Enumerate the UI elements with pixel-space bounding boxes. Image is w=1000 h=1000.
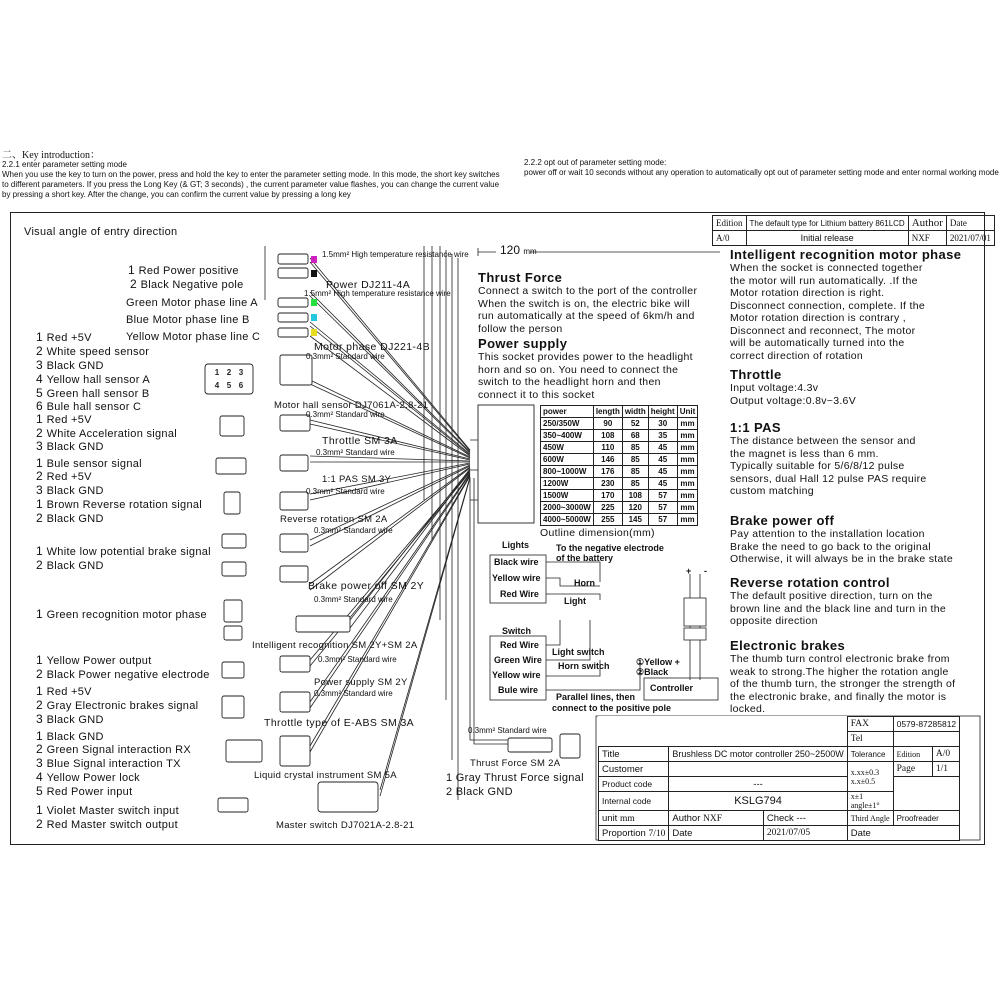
product-code-val: --- (669, 777, 847, 792)
conn-lcd: Liquid crystal instrument SM 5A (254, 770, 397, 781)
rev-date-val: 2021/07/01 (946, 231, 994, 246)
lights-wire-red: Red Wire (500, 589, 539, 599)
section-line: correct direction of rotation (730, 349, 864, 362)
pin-label: 1 Yellow Power output (36, 653, 152, 667)
section-title: Power supply (478, 336, 568, 351)
tolerance-values-2: x±1 angle±1° (847, 792, 893, 811)
size-cell: 120 (622, 502, 648, 514)
lights-title: Lights (502, 540, 529, 550)
pin-label: 5 Red Power input (36, 784, 133, 798)
pin-label: 3 Black GND (36, 439, 104, 453)
section-line: The default positive direction, turn on the (730, 590, 933, 602)
size-cell: 57 (648, 502, 677, 514)
size-cell: 85 (622, 466, 648, 478)
pin-label: 3 Blue Signal interaction TX (36, 756, 181, 770)
fax-val: 0579-87285812 (893, 717, 960, 732)
size-cell: 176 (593, 466, 622, 478)
section-title: 1:1 PAS (730, 420, 781, 435)
rev-author-label: Author (908, 216, 946, 231)
hall-pin-6: 6 (238, 381, 244, 390)
enter-mode-line-1: When you use the key to turn on the power, press and hold the key to enter the parameter setting mode. In this mode, the short key switches (2, 170, 500, 179)
table-row (541, 466, 698, 478)
rev-date-label: Date (946, 216, 994, 231)
conn-power: Power DJ211-4A (326, 279, 411, 291)
size-header: width (622, 406, 648, 418)
conn-pas: 1:1 PAS SM 3Y (322, 474, 392, 485)
section-line: brown line and the black line and turn in the (730, 602, 947, 615)
pin-label: 5 Green hall sensor B (36, 386, 150, 400)
size-header: Unit (677, 406, 698, 418)
table-row (541, 418, 698, 430)
section-title: Reverse rotation control (730, 575, 890, 590)
wire-spec-1: 1.5mm² High temperature resistance wire (322, 250, 469, 259)
switch-wire-red: Red Wire (500, 640, 539, 650)
conn-eabs: Throttle type of E-ABS SM 3A (264, 717, 415, 729)
exit-mode-title: 2.2.2 opt out of parameter setting mode: (524, 158, 667, 167)
section-line: the electronic brake, and finally the motor is (730, 690, 947, 703)
visual-angle-label: Visual angle of entry direction (24, 226, 178, 238)
plus-sign: + (686, 566, 692, 576)
rev-edition-label: Edition (713, 216, 747, 231)
pin-label: 6 Bule hall sensor C (36, 399, 142, 413)
section-title: Intelligent recognition motor phase (730, 247, 962, 262)
table-row (541, 454, 698, 466)
size-cell: 250/350W (541, 418, 594, 430)
yellow-pin-label: ①Yellow + (636, 657, 680, 667)
pin-label: Blue Motor phase line B (126, 314, 250, 326)
pin-label: 1 Brown Reverse rotation signal (36, 497, 203, 511)
pin-label: 1 Green recognition motor phase (36, 607, 207, 621)
pin-label: 1 Red Power positive (128, 263, 239, 277)
switch-title: Switch (502, 626, 532, 636)
switch-wire-blue: Bule wire (498, 685, 539, 695)
conn-power-supply: Power supply SM 2Y (314, 677, 408, 688)
section-brake-power-off (730, 513, 953, 566)
size-cell: 146 (593, 454, 622, 466)
pin-label: 2 Black GND (36, 558, 104, 572)
section-line: Disconnect connection, complete. If the (730, 299, 925, 312)
section-line: custom matching (730, 485, 814, 497)
horn-switch-label: Horn switch (558, 661, 610, 671)
wire-spec-2: 1.5mm² High temperature resistance wire (304, 289, 451, 298)
section-line: switch to the headlight horn and then (478, 376, 661, 388)
section-line: of the thumb turn, the stronger the strength of (730, 678, 956, 690)
rev-edition-desc: The default type for Lithium battery 861LCD (746, 216, 908, 231)
size-cell: 450W (541, 442, 594, 454)
revision-table (712, 215, 995, 246)
pin-label: 2 Gray Electronic brakes signal (36, 698, 199, 712)
pin-label: 1 Red +5V (36, 684, 92, 698)
pin-label: 2 Green Signal interaction RX (36, 742, 192, 756)
size-cell: 45 (648, 466, 677, 478)
enter-mode-line-2: to different parameters. If you press the Long Key (& GT; 3 seconds) , the current parameter value flashes, you can change the current value (2, 180, 500, 189)
section-intelligent-recognition (730, 247, 961, 362)
page-label: Page (893, 762, 932, 777)
wire-std-9: 0.3mm² Standard wire (468, 726, 547, 735)
size-header: height (648, 406, 677, 418)
section-line: horn and so on. You need to connect the (478, 363, 679, 376)
pin-label: 1 Red +5V (36, 412, 92, 426)
pin-label: 4 Yellow hall sensor A (36, 372, 151, 386)
size-cell: 800~1000W (541, 466, 594, 478)
conn-motor-phase: Motor phase DJ221-4B (314, 341, 430, 353)
size-cell: 255 (593, 514, 622, 526)
size-cell: 4000~5000W (541, 514, 594, 526)
switch-wire-green: Green Wire (494, 655, 542, 665)
pin-label: 2 Black Negative pole (130, 277, 244, 291)
pin-label: 1 Bule sensor signal (36, 456, 142, 470)
table-row (541, 490, 698, 502)
size-cell: 230 (593, 478, 622, 490)
section-throttle (730, 367, 856, 407)
size-cell: 52 (622, 418, 648, 430)
edition-label: Edition (893, 747, 932, 762)
horn-label: Horn (574, 578, 595, 588)
pin-label: 1 Black GND (36, 729, 104, 743)
section-line: will be automatically turned into the (730, 337, 905, 349)
size-cell: mm (677, 418, 698, 430)
size-cell: 170 (593, 490, 622, 502)
section-line: Motor rotation direction is right. (730, 287, 885, 299)
author-cell: Author NXF (669, 811, 763, 826)
pin-label: 1 Violet Master switch input (36, 803, 179, 817)
size-cell: 45 (648, 442, 677, 454)
internal-code-val: KSLG794 (669, 792, 847, 811)
section-thrust-force (478, 270, 697, 335)
section-line: Disconnect and reconnect, The motor (730, 324, 916, 337)
pin-label: 3 Black GND (36, 358, 104, 372)
size-cell: 145 (622, 514, 648, 526)
size-cell: 57 (648, 514, 677, 526)
size-cell: 110 (593, 442, 622, 454)
table-row (541, 478, 698, 490)
table-row (541, 502, 698, 514)
section-line: Otherwise, it will always be in the brake state (730, 553, 954, 565)
section-line: the motor will run automatically. .If the (730, 274, 918, 287)
hall-pin-1: 1 (214, 368, 220, 377)
enter-mode-title: 2.2.1 enter parameter setting mode (2, 160, 127, 169)
section-line: Brake the need to go back to the original (730, 540, 931, 553)
thrust-pin-1: 1 Gray Thrust Force signal (446, 772, 584, 784)
rev-author-val: NXF (908, 231, 946, 246)
section-line: opposite direction (730, 615, 818, 627)
pin-label: 3 Black GND (36, 712, 104, 726)
section-line: Typically suitable for 5/6/8/12 pulse (730, 460, 905, 472)
size-cell: mm (677, 466, 698, 478)
lights-wire-yellow: Yellow wire (492, 573, 541, 583)
section-line: Output voltage:0.8v~3.6V (730, 394, 856, 407)
parallel-note-2: connect to the positive pole (552, 703, 672, 713)
size-cell: mm (677, 454, 698, 466)
pin-label: 2 Red +5V (36, 469, 92, 483)
size-cell: mm (677, 442, 698, 454)
minus-sign: - (704, 566, 707, 576)
size-cell: 57 (648, 490, 677, 502)
pin-label: 2 White speed sensor (36, 344, 150, 358)
pin-label: 1 White low potential brake signal (36, 544, 211, 558)
conn-reverse: Reverse rotation SM 2A (280, 514, 388, 525)
customer-label: Customer (599, 762, 669, 777)
check-cell: Check --- (763, 811, 847, 826)
size-cell: 68 (622, 430, 648, 442)
size-cell: 2000~3000W (541, 502, 594, 514)
pin-label: 1 Red +5V (36, 330, 92, 344)
controller-label: Controller (650, 683, 694, 693)
tolerance-label: Tolerance (847, 747, 893, 762)
size-cell: 45 (648, 478, 677, 490)
thrust-pin-2: 2 Black GND (446, 786, 513, 798)
conn-brake-off: Brake power off SM 2Y (308, 580, 425, 592)
hall-pin-5: 5 (226, 381, 232, 390)
date-cell: Date (669, 826, 763, 841)
pin-label: 2 Black GND (36, 511, 104, 525)
power-positive-tip (311, 256, 317, 263)
section-line: the magnet is less than 6 mm. (730, 447, 879, 460)
size-cell: 108 (622, 490, 648, 502)
size-cell: 225 (593, 502, 622, 514)
wire-std-4: 0.3mm² Standard wire (306, 487, 385, 496)
section-title: Thrust Force (478, 270, 563, 285)
size-cell: mm (677, 502, 698, 514)
size-cell: 35 (648, 430, 677, 442)
fax-label: FAX (847, 717, 893, 732)
pin-label: 4 Yellow Power lock (36, 770, 140, 784)
wire-std-6: 0.3mm² Standard wire (314, 595, 393, 604)
size-cell: 1200W (541, 478, 594, 490)
table-row (541, 442, 698, 454)
section-title: Throttle (730, 367, 782, 382)
wire-std-2: 0.3mm² Standard wire (306, 410, 385, 419)
conn-thrust-force: Thrust Force SM 2A (470, 758, 561, 769)
section-line: locked. (730, 703, 766, 715)
title-label: Title (599, 747, 669, 762)
section-line: This socket provides power to the headlight (478, 351, 693, 363)
size-cell: 85 (622, 454, 648, 466)
hall-pin-3: 3 (238, 368, 244, 377)
size-cell: 90 (593, 418, 622, 430)
conn-master-switch: Master switch DJ7021A-2.8-21 (276, 820, 415, 831)
section-line: When the switch is on, the electric bike will (478, 297, 690, 310)
section-reverse-rotation (730, 575, 946, 628)
size-cell: mm (677, 478, 698, 490)
wire-std-1: 0.3mm² Standard wire (306, 352, 385, 361)
size-cell: 85 (622, 442, 648, 454)
size-cell: mm (677, 490, 698, 502)
size-cell: 30 (648, 418, 677, 430)
section-electronic-brakes (730, 638, 955, 716)
section-line: Connect a switch to the port of the controller (478, 285, 698, 297)
light-switch-label: Light switch (552, 647, 605, 657)
wire-std-7: 0.3mm² Standard wire (318, 655, 397, 664)
pin-label: Yellow Motor phase line C (126, 331, 261, 343)
light-label: Light (564, 596, 586, 606)
section-line: Input voltage:4.3v (730, 382, 819, 394)
section-line: The thumb turn control electronic brake from (730, 653, 950, 665)
wire-std-5: 0.3mm² Standard wire (314, 526, 393, 535)
size-cell: mm (677, 430, 698, 442)
section-line: run automatically at the speed of 6km/h and (478, 310, 695, 322)
page-val: 1/1 (932, 762, 959, 777)
section-line: weak to strong.The higher the rotation angle (730, 665, 949, 678)
size-table-caption: Outline dimension(mm) (540, 527, 655, 539)
date-val: 2021/07/05 (763, 826, 847, 841)
pin-label: 2 Red Master switch output (36, 817, 178, 831)
section-title: Brake power off (730, 513, 835, 528)
exit-mode-line: power off or wait 10 seconds without any operation to automatically opt out of parameter setting mode and enter normal working mode (524, 168, 999, 177)
section-line: Pay attention to the installation location (730, 528, 925, 540)
section-line: follow the person (478, 322, 563, 335)
date-label-2: Date (847, 826, 959, 841)
key-intro-title: 二、Key introduction： (2, 150, 101, 161)
size-cell: 45 (648, 454, 677, 466)
rev-desc-val: Initial release (746, 231, 908, 246)
section-pas (730, 420, 927, 498)
size-cell: 108 (593, 430, 622, 442)
size-cell: mm (677, 514, 698, 526)
wire-std-8: 0.3mm² Standard wire (314, 689, 393, 698)
size-cell: 85 (622, 478, 648, 490)
table-row (541, 514, 698, 526)
wire-std-3: 0.3mm² Standard wire (316, 448, 395, 457)
parallel-note-1: Parallel lines, then (556, 692, 636, 702)
section-line: connect it to this socket (478, 388, 595, 401)
hall-pin-2: 2 (226, 368, 232, 377)
section-title: Electronic brakes (730, 638, 846, 653)
size-header: power (541, 406, 594, 418)
tolerance-values: x.xx±0.3 x.x±0.5 (847, 762, 893, 792)
conn-throttle: Throttle SM 3A (322, 435, 398, 447)
section-line: The distance between the sensor and (730, 435, 916, 447)
section-power-supply (478, 336, 693, 401)
pin-label: 3 Black GND (36, 483, 104, 497)
size-cell: 350~400W (541, 430, 594, 442)
section-line: sensors, dual Hall 12 pulse PAS require (730, 472, 927, 485)
section-line: When the socket is connected together (730, 262, 923, 274)
proportion-cell: Proportion 7/10 (599, 826, 669, 841)
pin-label: 2 White Acceleration signal (36, 426, 178, 440)
third-angle: Third Angle (847, 811, 893, 826)
unit-cell: unit mm (599, 811, 669, 826)
pin-label: 2 Black Power negative electrode (36, 667, 210, 681)
title-block (598, 716, 960, 841)
tel-label: Tel (847, 732, 893, 747)
conn-motor-hall: Motor hall sensor DJ7061A-2.8-21 (274, 400, 429, 411)
lights-wire-black: Black wire (494, 557, 539, 567)
title-val: Brushless DC motor controller 250~2500W (669, 747, 847, 762)
conn-intelligent: Intelligent recognition SM 2Y+SM 2A (252, 640, 418, 651)
size-cell: 1500W (541, 490, 594, 502)
enter-mode-line-3: by pressing a short key. After the change, you can confirm the current value by pressing a long key (2, 190, 351, 199)
negative-note: To the negative electrode (556, 543, 664, 553)
rev-edition-val: A/0 (713, 231, 747, 246)
product-code-label: Product code (599, 777, 669, 792)
switch-wire-yellow: Yellow wire (492, 670, 541, 680)
dimension-120: 120 mm (500, 243, 537, 257)
hall-pin-4: 4 (214, 381, 220, 390)
edition-val: A/0 (932, 747, 959, 762)
table-row (541, 430, 698, 442)
negative-note-2: of the battery (556, 553, 614, 563)
pin-label: Green Motor phase line A (126, 297, 258, 309)
size-cell: 600W (541, 454, 594, 466)
outline-dimension-table (540, 405, 698, 526)
black-pin-label: ②Black (636, 667, 669, 677)
proofreader-label: Proofreader (893, 811, 960, 826)
internal-code-label: Internal code (599, 792, 669, 811)
section-line: Motor rotation direction is contrary , (730, 312, 906, 324)
size-header: length (593, 406, 622, 418)
